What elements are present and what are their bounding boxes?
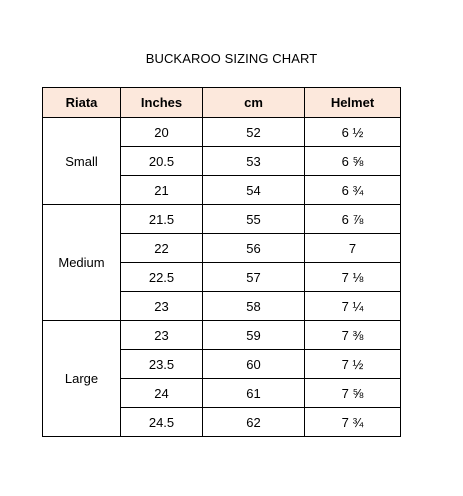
helmet-cell: 7 ¾ <box>305 408 401 437</box>
header-riata: Riata <box>43 88 121 118</box>
helmet-cell: 7 ⅝ <box>305 379 401 408</box>
inches-cell: 22.5 <box>121 263 203 292</box>
cm-cell: 62 <box>203 408 305 437</box>
sizing-table <box>42 87 401 437</box>
header-row <box>43 88 401 118</box>
cm-cell: 59 <box>203 321 305 350</box>
helmet-cell: 6 ½ <box>305 118 401 147</box>
inches-cell: 23.5 <box>121 350 203 379</box>
inches-cell: 21 <box>121 176 203 205</box>
inches-cell: 20 <box>121 118 203 147</box>
helmet-cell: 7 ½ <box>305 350 401 379</box>
helmet-cell: 6 ¾ <box>305 176 401 205</box>
inches-cell: 23 <box>121 292 203 321</box>
helmet-cell: 7 ¼ <box>305 292 401 321</box>
table-row <box>43 118 401 147</box>
helmet-cell: 6 ⅞ <box>305 205 401 234</box>
inches-cell: 24 <box>121 379 203 408</box>
cm-cell: 53 <box>203 147 305 176</box>
inches-cell: 23 <box>121 321 203 350</box>
header-cm: cm <box>203 88 305 118</box>
helmet-cell: 7 ⅜ <box>305 321 401 350</box>
helmet-cell: 6 ⅝ <box>305 147 401 176</box>
riata-size-cell: Medium <box>43 205 121 321</box>
cm-cell: 58 <box>203 292 305 321</box>
inches-cell: 22 <box>121 234 203 263</box>
cm-cell: 61 <box>203 379 305 408</box>
inches-cell: 21.5 <box>121 205 203 234</box>
cm-cell: 52 <box>203 118 305 147</box>
helmet-cell: 7 ⅛ <box>305 263 401 292</box>
cm-cell: 60 <box>203 350 305 379</box>
cm-cell: 55 <box>203 205 305 234</box>
riata-size-cell: Large <box>43 321 121 437</box>
cm-cell: 57 <box>203 263 305 292</box>
chart-title: BUCKAROO SIZING CHART <box>145 51 318 66</box>
inches-cell: 20.5 <box>121 147 203 176</box>
helmet-cell: 7 <box>305 234 401 263</box>
header-inches: Inches <box>121 88 203 118</box>
riata-size-cell: Small <box>43 118 121 205</box>
table-row <box>43 321 401 350</box>
cm-cell: 54 <box>203 176 305 205</box>
header-helmet: Helmet <box>305 88 401 118</box>
inches-cell: 24.5 <box>121 408 203 437</box>
table-row <box>43 205 401 234</box>
cm-cell: 56 <box>203 234 305 263</box>
